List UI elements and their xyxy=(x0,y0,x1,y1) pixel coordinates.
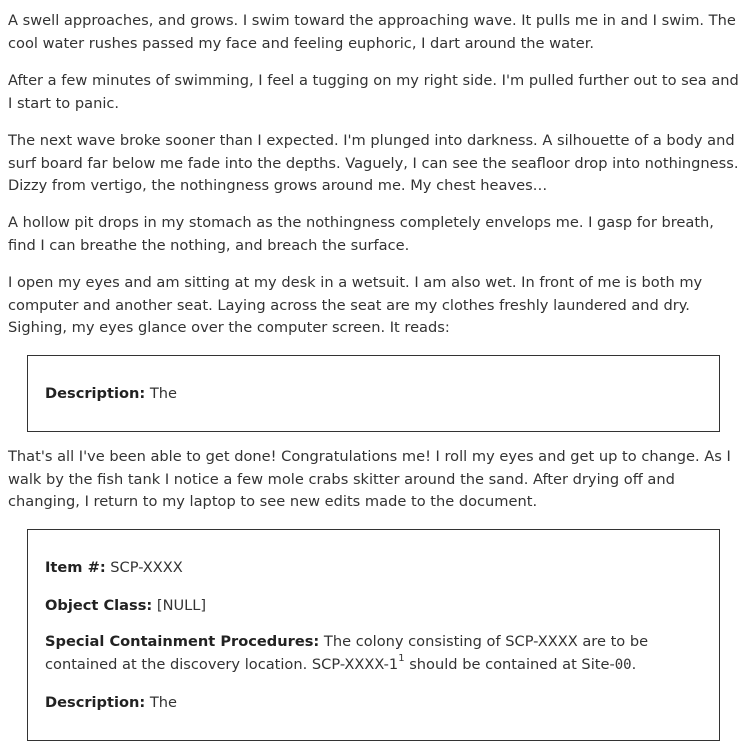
containment-procedures-text: The colony consisting of SCP-XXXX are to be contained at the discovery location. SCP-XXXX-1 xyxy=(45,633,649,673)
footnote-ref[interactable]: 1 xyxy=(398,652,405,664)
description-line xyxy=(45,692,709,715)
document-box-edited xyxy=(27,529,720,741)
story-paragraph: I open my eyes and am sitting at my desk in a wetsuit. I am also wet. In front of me is both my computer and another seat. Laying across the seat are my clothes freshly laundered and dry. Sighing, my eyes glance over the computer screen. It reads: xyxy=(8,274,703,336)
story-paragraph: The next wave broke sooner than I expected. I'm plunged into darkness. A silhouette of a body and surf board far below me fade into the depths. Vaguely, I can see the seafloor drop into nothingness. Dizzy from vertigo, the nothingness grows around me. My chest heaves… xyxy=(8,132,739,194)
object-class-label: Object Class: xyxy=(45,597,153,614)
description-label: Description: xyxy=(45,694,146,711)
story-paragraph: A swell approaches, and grows. I swim toward the approaching wave. It pulls me in and I swim. The cool water rushes passed my face and feeling euphoric, I dart around the water. xyxy=(8,12,736,52)
sentence-end: . xyxy=(631,655,637,673)
item-number-label: Item #: xyxy=(45,559,106,576)
document-box-draft xyxy=(27,355,720,432)
site-number: 00 xyxy=(614,656,632,673)
story-paragraph: A hollow pit drops in my stomach as the nothingness completely envelops me. I gasp for breath, find I can breathe the nothing, and breach the surface. xyxy=(8,214,714,254)
description-label: Description: xyxy=(45,385,146,402)
description-value: The xyxy=(149,385,178,402)
containment-procedures-label: Special Containment Procedures: xyxy=(45,633,320,650)
item-number-value: SCP-XXXX xyxy=(110,559,183,576)
object-class-line xyxy=(45,595,709,618)
description-value: The xyxy=(149,694,178,711)
story-paragraph: That's all I've been able to get done! Congratulations me! I roll my eyes and get up to change. As I walk by the fish tank I notice a few mole crabs skitter around the sand. After drying off and changing, I return to my laptop to see new edits made to the document. xyxy=(8,448,731,510)
object-class-value: [NULL] xyxy=(156,597,207,614)
containment-procedures xyxy=(45,631,709,676)
description-line xyxy=(45,383,709,406)
containment-procedures-text-cont: should be contained at Site- xyxy=(409,655,615,673)
story-paragraph: After a few minutes of swimming, I feel a tugging on my right side. I'm pulled further out to sea and I start to panic. xyxy=(8,72,739,112)
item-number-line xyxy=(45,557,709,580)
